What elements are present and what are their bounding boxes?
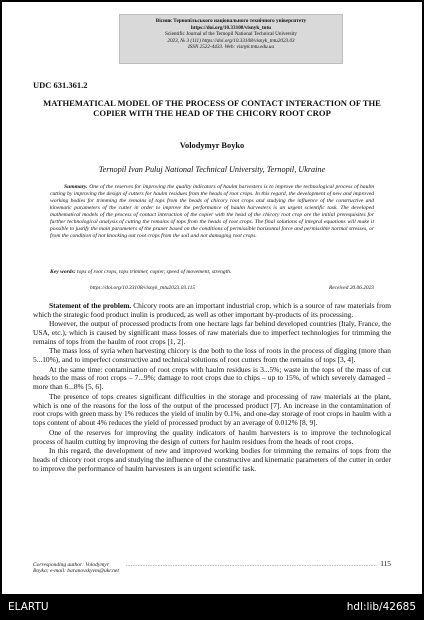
body-paragraph: However, the output of processed products from one hectare lags far behind developed countries (Italy, France, the USA, etc.), which is caused by significant mass losses of raw materials due to imperfect technologies for trimming the remains of tops from the haulm of root crops [1, 2]. bbox=[33, 319, 391, 347]
abstract-text: One of the reserves for improving the quality indicators of haulm harvesters is to improve the technological process of haulm cutting by improving the design of cutters for haulm residues from the heads of root crops. In this regard, the development of new and improved working bodies for trimming the remains of tops from the heads of chicory root crops and studying the influence of the constructive and kinematic parameters of the cutter in order to improve the performance of haulm harvesters is an urgent scientific task. The developed mathematical models of the process of contact interaction of the copier with the head of the chicory root crop are the initial prerequisites for further technological analysis of cutting the remains of tops from the heads of root crops. The final solutions of integral equations will make it possible to justify the main parameters of the pruner based on the conditions of permissible horizontal force and permissible normal stresses, or from the condition of not knocking out root crops from the soil and not damaging root crops. bbox=[50, 184, 374, 240]
section-heading: Statement of the problem. bbox=[49, 301, 132, 310]
issue-line: 2023, № 3 (111) https://doi.org/10.33108/visnyk_tntu2023.03 bbox=[167, 37, 295, 44]
body-text bbox=[33, 302, 391, 474]
journal-name-ua: Вісник Тернопільського національного технічного університету bbox=[155, 18, 307, 24]
doi-row bbox=[90, 285, 374, 291]
handle-id[interactable]: hdl:lib/42685 bbox=[346, 601, 416, 613]
received-date: Received 20.06.2023 bbox=[328, 285, 374, 291]
abstract bbox=[50, 184, 374, 240]
keywords-text: tops of root crops, tops trimmer, copier, speed of movement, strength. bbox=[77, 269, 232, 275]
body-paragraph bbox=[33, 302, 391, 320]
repository-bar bbox=[0, 596, 424, 620]
page-number: 115 bbox=[380, 559, 391, 568]
page-footer bbox=[33, 559, 391, 574]
body-paragraph: The presence of tops creates significant difficulties in the storage and processing of raw materials at the plant, which is one of the reasons for the loss of the output of the processed product [7]. An increase in the contamination of root crops with green mass by 1% reduces the yield of inulin by 0.1%, and one-day storage of root crops in haulm with a tops content of about 4% reduces the yield of processed product by an average of 0.012% [8, 9]. bbox=[33, 391, 391, 428]
body-paragraph: One of the reserves for improving the quality indicators of haulm harvesters is to improve the technological process of haulm cutting by improving the design of cutters for haulm residues from the heads of root crops. bbox=[33, 427, 391, 446]
paper-page bbox=[2, 2, 422, 594]
body-paragraph: At the same time: contamination of root crops with haulm residues is 3...5%; waste in the tops of the mass of cut heads to the mass of root crops – 7...9%; damage to root crops due to chips – up to 15%, of which severely damaged – more than 6...8% [5, 6]. bbox=[33, 364, 391, 392]
body-paragraph: In this regard, the development of new and improved working bodies for trimming the remains of tops from the heads of chicory root crops and studying the influence of the constructive and kinematic parameters of the cutter in order to improve the performance of haulm harvesters is an urgent scientific task. bbox=[33, 445, 391, 473]
repository-name[interactable]: ELARTU bbox=[8, 601, 49, 613]
leader-dots: ...................................................................................................................................................... bbox=[125, 562, 378, 568]
journal-doi[interactable]: https://doi.org/10.33108/visnyk_tntu bbox=[190, 24, 272, 31]
affiliation: Ternopil Ivan Puluj National Technical University, Ternopil, Ukraine bbox=[98, 165, 326, 174]
paper-title: MATHEMATICAL MODEL OF THE PROCESS OF CONTACT INTERACTION OF THE COPIER WITH THE HEAD OF THE CHICORY ROOT CROP bbox=[43, 98, 381, 118]
issn-line: ISSN 2522-4433. Web: visnyk.tntu.edu.ua bbox=[187, 44, 275, 51]
keywords-label: Key words: bbox=[50, 269, 76, 275]
author-name: Volodymyr Boyko bbox=[179, 141, 245, 150]
keywords bbox=[50, 269, 374, 276]
udc-code: UDC 631.361.2 bbox=[33, 80, 88, 90]
journal-name-en: Scientific Journal of the Ternopil National Technical University bbox=[164, 31, 298, 38]
abstract-label: Summary. bbox=[64, 184, 88, 190]
corresponding-author: Corresponding author: Volodymyr Boyko; e-mail: baranovskyvm@ukr.net bbox=[33, 562, 119, 574]
paragraph-text: Chicory roots are an important industrial crop, which is a source of raw materials from which the strategic food product inulin is produced, as well as other important by-products of its processing. bbox=[33, 301, 391, 319]
body-paragraph: The mass loss of syria when harvesting chicory is due both to the loss of roots in the process of digging (more than 5...10%), and to imperfect constructive and technical solutions of root cutters from the remains of tops [3, 4]. bbox=[33, 346, 391, 365]
article-doi[interactable]: https://doi.org/10.33108/visnyk_tntu2023.03.115 bbox=[90, 285, 196, 291]
journal-header bbox=[119, 14, 343, 64]
